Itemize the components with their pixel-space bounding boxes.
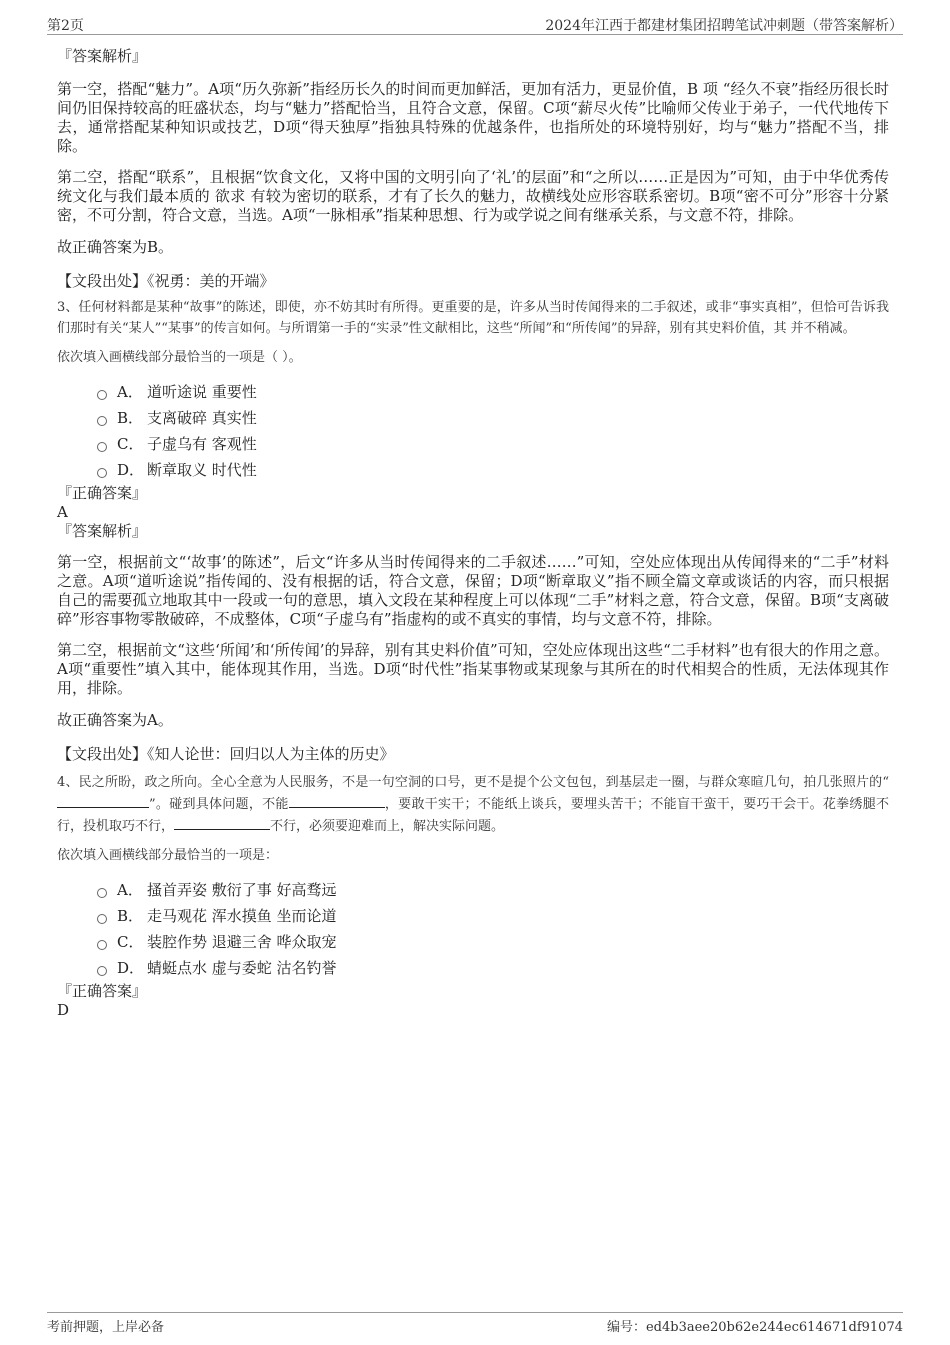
q3-source: 【文段出处】《知人论世：回归以人为主体的历史》 <box>57 745 395 763</box>
document-body <box>57 46 889 1019</box>
radio-icon[interactable] <box>97 940 107 950</box>
q4-options <box>57 877 889 981</box>
document-serial: 编号：ed4b3aee20b62e244ec614671df91074 <box>606 1320 903 1335</box>
radio-icon[interactable] <box>97 442 107 452</box>
q2-source: 【文段出处】《祝勇：美的开端》 <box>57 272 275 290</box>
page-number: 第2页 <box>47 18 84 34</box>
q3-option-a[interactable]: A． 道听途说 重要性 <box>57 379 889 405</box>
q4-option-c[interactable]: C． 装腔作势 退避三舍 哗众取宠 <box>57 929 889 955</box>
q4-correct-answer: D <box>57 1001 70 1019</box>
q3-analysis-para2: 第二空，根据前文“这些‘所闻’和‘所传闻’的异辞，别有其史料价值”可知，空处应体现出这些“二手材料”也有很大的作用之意。A项“重要性”填入其中，能体现其作用，当选。D项“时代性”指某事物或某现象与其所在的时代相契合的性质，无法体现其作用，排除。 <box>57 641 889 697</box>
q3-option-d[interactable]: D． 断章取义 时代性 <box>57 457 889 483</box>
q2-conclusion: 故正确答案为B。 <box>57 238 174 256</box>
radio-icon[interactable] <box>97 468 107 478</box>
q3-conclusion: 故正确答案为A。 <box>57 711 173 729</box>
q3-option-b[interactable]: B． 支离破碎 真实性 <box>57 405 889 431</box>
radio-icon[interactable] <box>97 966 107 976</box>
q3-analysis-label: 『答案解析』 <box>57 522 148 540</box>
radio-icon[interactable] <box>97 914 107 924</box>
q4-option-b[interactable]: B． 走马观花 浑水摸鱼 坐而论道 <box>57 903 889 929</box>
page-footer <box>47 1312 903 1337</box>
q2-analysis-para2: 第二空，搭配“联系”，且根据“饮食文化，又将中国的文明引向了‘礼’的层面”和“之所以……正是因为”可知，由于中华优秀传统文化与我们最本质的 欲求 有较为密切的联系，才有了长久的魅力，故横线处应形容联系密切。B项“密不可分”形容十分紧密，不可分割，符合文意，当选。A项“一脉相承”指某种思想、行为或学说之间有继承关系，与文意不符，排除。 <box>57 168 889 224</box>
radio-icon[interactable] <box>97 416 107 426</box>
q4-option-a[interactable]: A． 搔首弄姿 敷衍了事 好高骛远 <box>57 877 889 903</box>
q3-correct-label: 『正确答案』 <box>57 484 148 502</box>
radio-icon[interactable] <box>97 888 107 898</box>
page-header <box>47 12 903 35</box>
q3-options <box>57 379 889 483</box>
footer-slogan: 考前押题，上岸必备 <box>47 1320 165 1335</box>
q2-analysis-label: 『答案解析』 <box>57 47 148 65</box>
radio-icon[interactable] <box>97 390 107 400</box>
q3-option-c[interactable]: C． 子虚乌有 客观性 <box>57 431 889 457</box>
q3-prompt: 依次填入画横线部分最恰当的一项是（ ）。 <box>57 350 302 365</box>
q3-question: 3、任何材料都是某种“故事”的陈述，即使，亦不妨其时有所得。更重要的是，许多从当时传闻得来的二手叙述，或非“事实真相”，但恰可告诉我们那时有关“某人”“某事”的传言如何。与所谓第一手的“实录”性文献相比，这些“所闻”和“所传闻”的异辞，别有其史料价值，其 并不稍减。 <box>57 300 889 336</box>
blank-3 <box>174 815 270 830</box>
q4-question: 4、民之所盼，政之所向。全心全意为人民服务，不是一句空洞的口号，更不是提个公文包包，到基层走一圈，与群众寒暄几句，拍几张照片的“”。碰到具体问题，不能 ，要敢干实干；不能纸上谈兵，要埋头苦干；不能盲干蛮干，要巧干会干。花拳绣腿不行，投机取巧不行， 不行，必须要迎难而上，解决实际问题。 <box>57 775 889 834</box>
document-title: 2024年江西于都建材集团招聘笔试冲刺题（带答案解析） <box>545 18 903 34</box>
q3-analysis-para1: 第一空，根据前文“‘故事’的陈述”，后文“许多从当时传闻得来的二手叙述……”可知，空处应体现出从传闻得来的“二手”材料之意。A项“道听途说”指传闻的、没有根据的话，符合文意，保留；D项“断章取义”指不顾全篇文章或谈话的内容，而只根据自己的需要孤立地取其中一段或一句的意思，填入文段在某种程度上可以体现“二手”材料之意，符合文意，保留。B项“支离破碎”形容事物零散破碎，不成整体，C项“子虚乌有”指虚构的或不真实的事情，均与文意不符，排除。 <box>57 553 889 628</box>
blank-2 <box>289 793 385 808</box>
blank-1 <box>57 793 149 808</box>
q4-option-d[interactable]: D． 蜻蜓点水 虚与委蛇 沽名钓誉 <box>57 955 889 981</box>
q4-prompt: 依次填入画横线部分最恰当的一项是： <box>57 848 279 863</box>
q2-analysis-para1: 第一空，搭配“魅力”。A项“历久弥新”指经历长久的时间而更加鲜活，更加有活力，更显价值，B 项 “经久不衰”指经历很长时间仍旧保持较高的旺盛状态，均与“魅力”搭配恰当，且符合文意，保留。C项“薪尽火传”比喻师父传业于弟子，一代代地传下去，通常搭配某种知识或技艺，D项“得天独厚”指独具特殊的优越条件，也指所处的环境特别好，均与“魅力”搭配不当，排除。 <box>57 80 889 155</box>
q3-correct-answer: A <box>57 503 68 521</box>
q4-correct-label: 『正确答案』 <box>57 982 148 1000</box>
